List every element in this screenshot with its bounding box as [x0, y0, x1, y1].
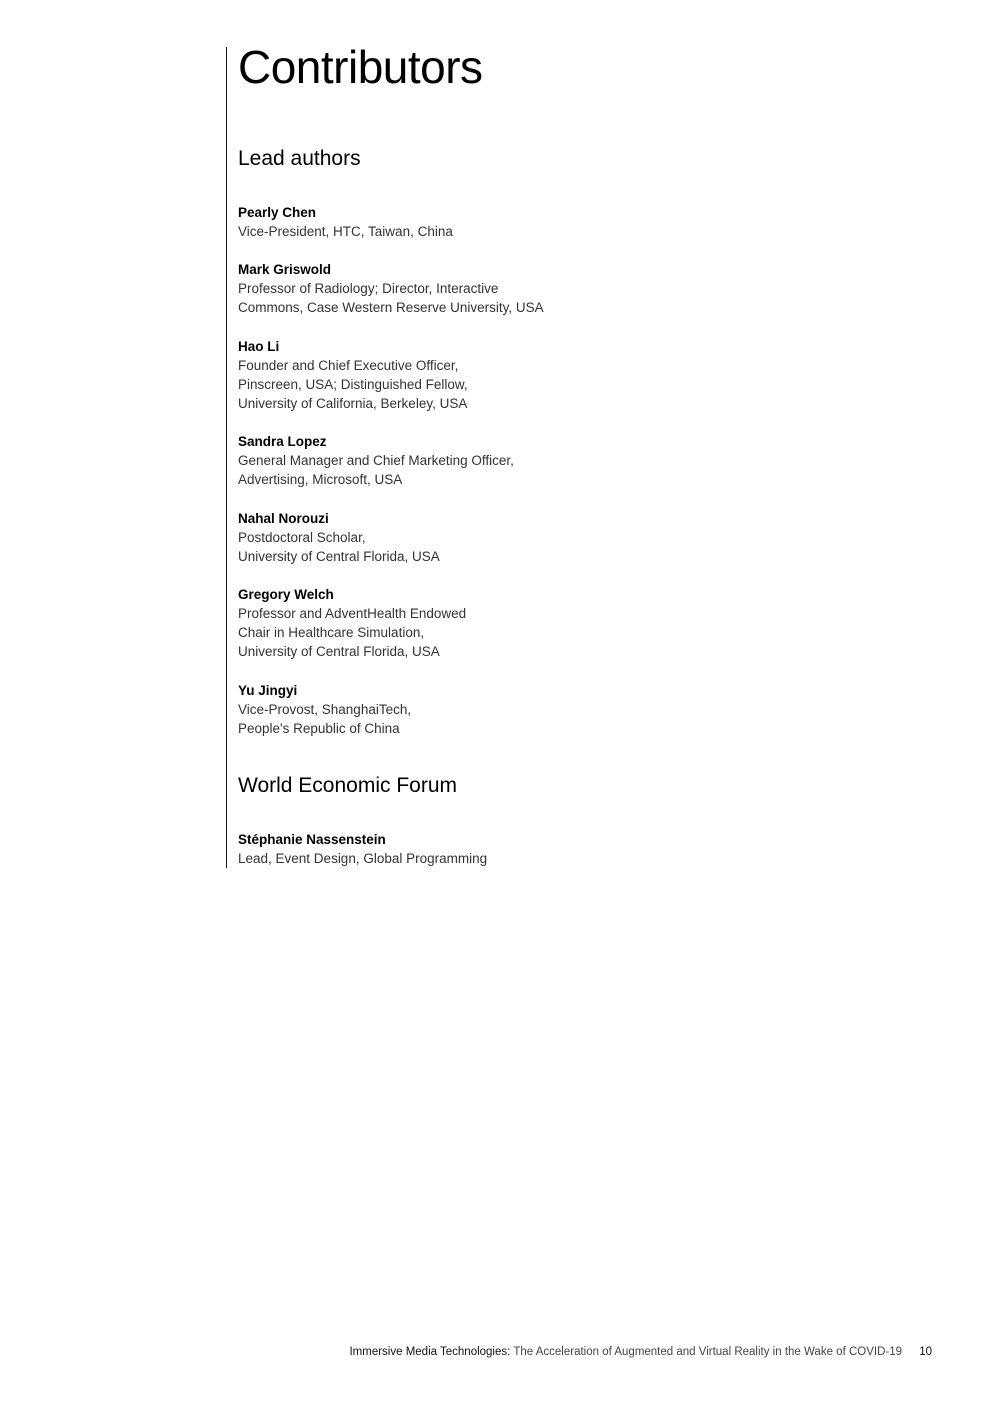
person-entry [238, 585, 758, 662]
page-footer [349, 1346, 932, 1358]
person-role: Postdoctoral Scholar, University of Central Florida, USA [238, 529, 440, 564]
person-entry [238, 509, 758, 566]
person-role: Professor and AdventHealth Endowed Chair in Healthcare Simulation, University of Central Florida, USA [238, 606, 467, 660]
person-entry [238, 260, 758, 317]
person-name: Yu Jingyi [238, 682, 298, 698]
person-entry [238, 203, 758, 241]
person-role: Founder and Chief Executive Officer, Pinscreen, USA; Distinguished Fellow, University of California, Berkeley, USA [238, 357, 468, 412]
person-name: Gregory Welch [238, 587, 334, 603]
publication-title: Immersive Media Technologies: [349, 1346, 511, 1358]
page-title: Contributors [238, 41, 483, 93]
person-name: Pearly Chen [238, 205, 317, 220]
contributors-column [226, 41, 758, 868]
person-role: Vice-President, HTC, Taiwan, China [238, 224, 453, 239]
person-entry [238, 681, 758, 738]
person-name: Nahal Norouzi [238, 510, 329, 526]
person-entry [238, 432, 758, 489]
person-name: Mark Griswold [238, 262, 332, 278]
person-entry [238, 830, 758, 868]
person-name: Hao Li [238, 338, 280, 354]
person-role: Vice-Provost, ShanghaiTech, People's Republic of China [238, 701, 412, 736]
forum-contributors-list [238, 830, 758, 868]
lead-authors-list [238, 203, 758, 738]
page-number: 10 [919, 1346, 932, 1358]
person-role: Professor of Radiology; Director, Interactive Commons, Case Western Reserve University, USA [238, 281, 544, 316]
section-heading-world-economic-forum: World Economic Forum [238, 774, 458, 798]
person-entry [238, 337, 758, 414]
section-heading-lead-authors: Lead authors [238, 147, 361, 170]
publication-subtitle: The Acceleration of Augmented and Virtual Reality in the Wake of COVID-19 [513, 1346, 902, 1358]
person-role: General Manager and Chief Marketing Officer, Advertising, Microsoft, USA [238, 453, 514, 488]
person-name: Sandra Lopez [238, 434, 327, 450]
person-name: Stéphanie Nassenstein [238, 832, 386, 848]
person-role: Lead, Event Design, Global Programming [238, 851, 488, 867]
